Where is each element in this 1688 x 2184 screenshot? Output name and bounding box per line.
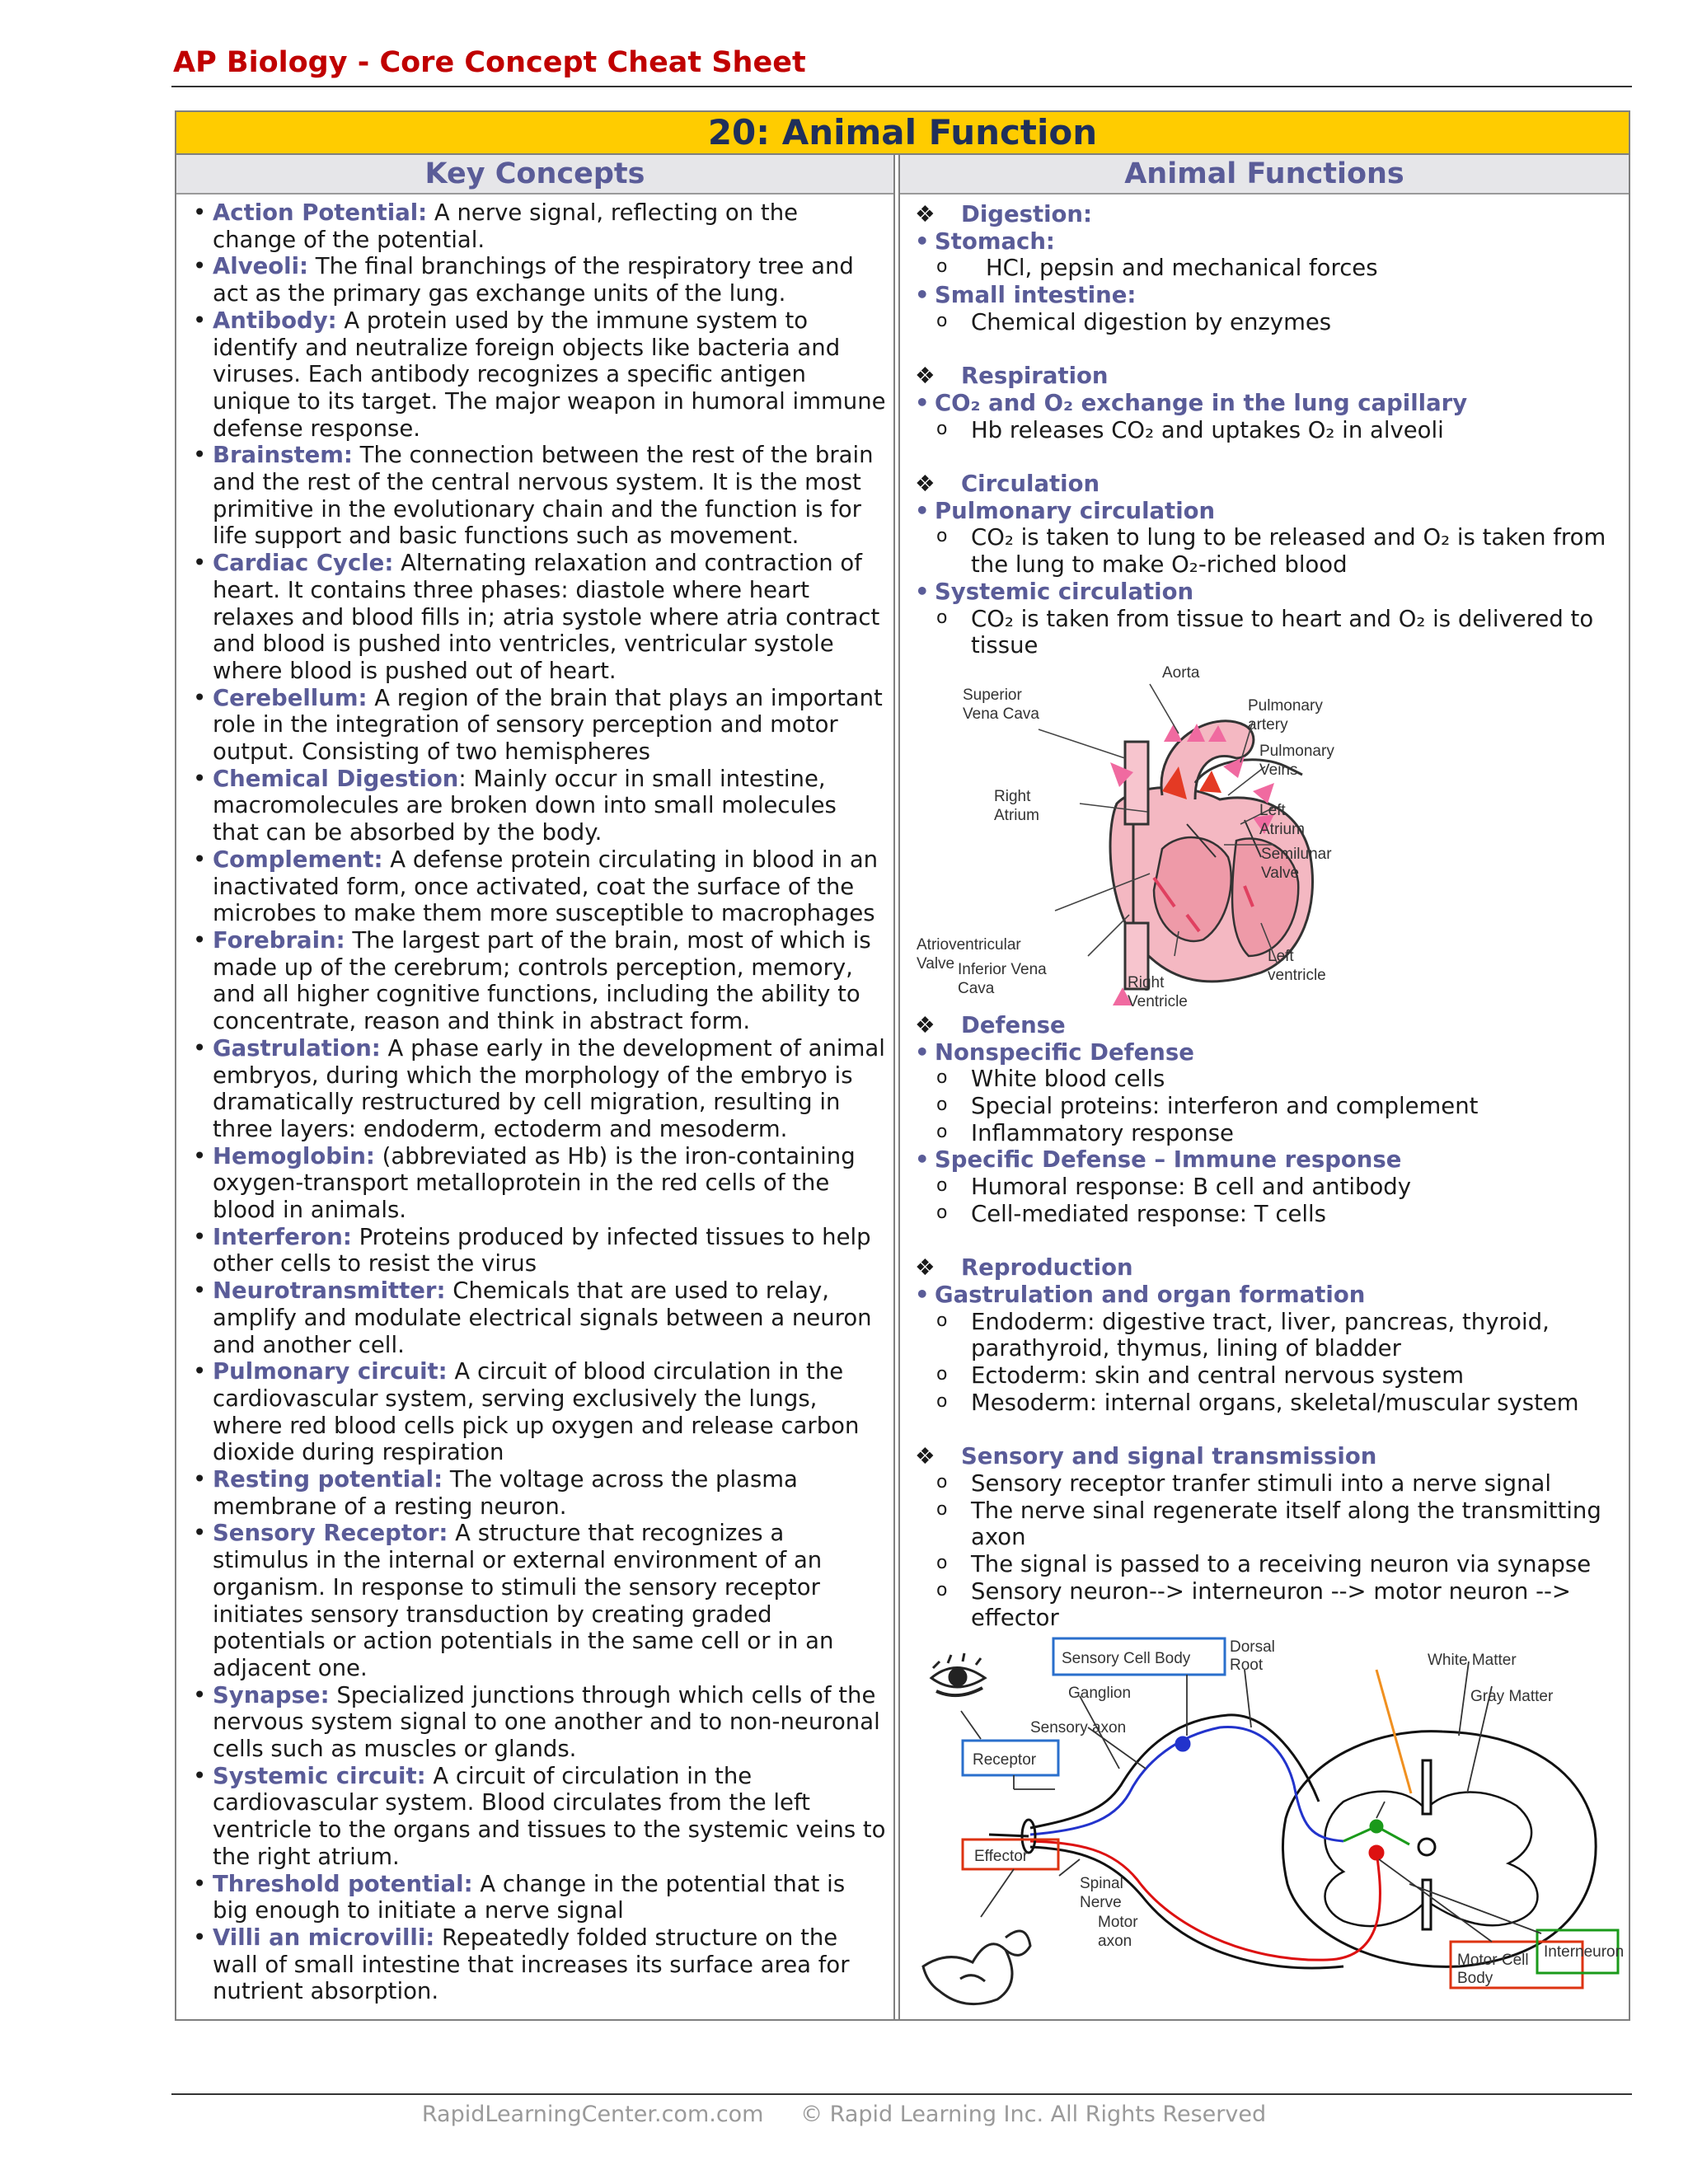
- concept-definition: A protein used by the immune system to identify and neutralize foreign objects like bacteria and viruses. Each antibody recognizes a specific antigen unique to its target. The major weapon in humoral immune defense response.: [213, 307, 886, 442]
- concept-definition: A circuit of circulation in the cardiovascular system. Blood circulates from the left ventricle to the organs and tissues to the systemic veins to the right atrium.: [213, 1762, 886, 1870]
- concept-item: [191, 1224, 887, 1277]
- concept-term: Neurotransmitter:: [213, 1277, 446, 1305]
- label-effector: Effector: [974, 1848, 1029, 1866]
- concept-definition: The largest part of the brain, most of which is made up of the cerebrum; controls perception, memory, and all higher cognitive functions, including the ability to concentrate, reason and think in abstract form.: [213, 926, 871, 1035]
- concept-item: [191, 199, 887, 253]
- intestine-point: o Chemical digestion by enzymes: [915, 309, 1620, 336]
- label-pulmonary-veins-2: Veins: [1259, 761, 1298, 779]
- label-motor-cell-body: Motor Cell: [1457, 1952, 1529, 1970]
- concept-definition: A nerve signal, reflecting on the change of the potential.: [213, 199, 799, 253]
- pulmonary-circulation-subheading: • Pulmonary circulation: [915, 498, 1620, 525]
- concept-term: Antibody:: [213, 307, 337, 334]
- label-left-ventricle-2: ventricle: [1268, 966, 1326, 984]
- gastrulation-subheading: • Gastrulation and organ formation: [915, 1282, 1620, 1309]
- concept-item: [191, 550, 887, 685]
- cheat-sheet-table: [175, 110, 1630, 2021]
- white-matter-pointer: [1376, 1670, 1411, 1793]
- label-right-atrium-2: Atrium: [994, 806, 1039, 824]
- concept-item: [191, 1924, 887, 2005]
- document-title: AP Biology - Core Concept Cheat Sheet: [173, 46, 806, 79]
- header-divider: [171, 86, 1632, 87]
- pulmonary-circulation-point: o CO₂ is taken to lung to be released and O₂ is taken from the lung to make O₂-riched blood: [915, 524, 1620, 578]
- label-semilunar-valve-2: Valve: [1261, 864, 1300, 882]
- footer-copyright: © Rapid Learning Inc. All Rights Reserved: [800, 2102, 1267, 2127]
- concept-item: [191, 1871, 887, 1924]
- concept-term: Action Potential:: [213, 199, 428, 226]
- nonspecific-defense-subheading: • Nonspecific Defense: [915, 1039, 1620, 1066]
- specific-point: o Cell-mediated response: T cells: [915, 1201, 1620, 1228]
- label-spinal-nerve-2: Nerve: [1080, 1894, 1122, 1912]
- germ-layer-point: o Endoderm: digestive tract, liver, pancreas, thyroid, parathyroid, thymus, lining of bladder: [915, 1309, 1620, 1362]
- concept-term: Resting potential:: [213, 1466, 443, 1493]
- label-atrioventricular-valve: Atrioventricular: [917, 935, 1021, 954]
- concept-definition: A region of the brain that plays an important role in the integration of sensory perception and motor output. Consisting of two hemispheres: [213, 684, 883, 766]
- concept-item: [191, 1358, 887, 1466]
- key-concepts-heading: Key Concepts: [176, 155, 893, 194]
- germ-layer-point: o Ectoderm: skin and central nervous system: [915, 1362, 1620, 1390]
- concept-term: Pulmonary circuit:: [213, 1358, 448, 1385]
- concept-item: [191, 307, 887, 443]
- concept-item: [191, 1466, 887, 1520]
- diamond-bullet-icon: ❖: [915, 1443, 935, 1470]
- concept-definition: (abbreviated as Hb) is the iron-containing oxygen-transport metalloprotein in the red cells of the blood in animals.: [213, 1142, 856, 1224]
- nonspecific-point: o White blood cells: [915, 1066, 1620, 1093]
- concept-term: Synapse:: [213, 1681, 330, 1708]
- label-pulmonary-veins: Pulmonary: [1259, 742, 1334, 760]
- concept-definition: A change in the potential that is big enough to initiate a nerve signal: [213, 1870, 846, 1924]
- flexed-arm-icon: [923, 1931, 1030, 2004]
- sensory-point: o The nerve sinal regenerate itself along the transmitting axon: [915, 1497, 1620, 1551]
- sensory-heading: ❖ Sensory and signal transmission: [915, 1443, 1377, 1470]
- label-pulmonary-artery-2: artery: [1248, 715, 1288, 733]
- germ-layer-point: o Mesoderm: internal organs, skeletal/muscular system: [915, 1390, 1620, 1417]
- concept-item: [191, 1763, 887, 1871]
- concept-term: Villi an microvilli:: [213, 1924, 435, 1951]
- diamond-bullet-icon: ❖: [915, 363, 935, 390]
- label-left-atrium-2: Atrium: [1259, 820, 1305, 838]
- label-aorta: Aorta: [1162, 663, 1200, 682]
- page-footer: [0, 2102, 1688, 2127]
- concept-item: [191, 927, 887, 1035]
- document-header: [173, 46, 1632, 79]
- concept-item: [191, 685, 887, 766]
- concept-item: [191, 846, 887, 927]
- label-gray-matter: Gray Matter: [1470, 1688, 1554, 1706]
- gas-exchange-point: o Hb releases CO₂ and uptakes O₂ in alveoli: [915, 417, 1620, 444]
- label-inferior-vena-cava-2: Cava: [958, 979, 995, 997]
- label-interneuron: Interneuron: [1544, 1943, 1624, 1961]
- stomach-subheading: • Stomach:: [915, 228, 1620, 255]
- concept-term: Chemical Digestion: [213, 765, 459, 792]
- reflex-labels: [973, 1638, 1624, 1987]
- digestion-heading: ❖ Digestion:: [915, 201, 1092, 227]
- animal-functions-heading: Animal Functions: [900, 155, 1629, 194]
- concept-definition: Alternating relaxation and contraction of heart. It contains three phases: diastole where heart relaxes and blood fills in; atria systole where atria contract and blood is pushed into ventricles, ventricular systole where blood is pushed out of heart.: [213, 550, 880, 684]
- label-left-atrium: Left: [1259, 801, 1286, 819]
- heart-diagram: [915, 659, 1624, 1055]
- label-semilunar-valve: Semilunar: [1261, 845, 1332, 863]
- concept-term: Threshold potential:: [213, 1870, 473, 1897]
- label-receptor: Receptor: [973, 1751, 1037, 1769]
- label-dorsal-root: Dorsal: [1230, 1638, 1275, 1657]
- label-left-ventricle: Left: [1268, 947, 1294, 965]
- concept-item: [191, 253, 887, 307]
- concept-definition: A structure that recognizes a stimulus in the internal or external environment of an organism. In response to stimuli the sensory receptor initiates sensory transduction by creating graded potentials or action potentials in the same cell or in an adjacent one.: [213, 1520, 834, 1681]
- diamond-bullet-icon: ❖: [915, 1254, 935, 1282]
- concept-definition: Proteins produced by infected tissues to help other cells to resist the virus: [213, 1223, 871, 1277]
- sensory-point: o The signal is passed to a receiving neuron via synapse: [915, 1551, 1620, 1578]
- section-title: 20: Animal Function: [176, 112, 1629, 155]
- label-spinal-nerve: Spinal: [1080, 1875, 1123, 1893]
- systemic-circulation-point: o CO₂ is taken from tissue to heart and O₂ is delivered to tissue: [915, 606, 1620, 659]
- reflex-leader-lines: [961, 1661, 1541, 1942]
- concept-definition: The voltage across the plasma membrane of a resting neuron.: [213, 1466, 798, 1520]
- sensory-point: o Sensory receptor tranfer stimuli into a nerve signal: [915, 1470, 1620, 1497]
- label-superior-vena-cava-2: Vena Cava: [963, 705, 1039, 723]
- label-motor-axon: Motor: [1098, 1914, 1138, 1932]
- nonspecific-point: o Special proteins: interferon and complement: [915, 1093, 1620, 1120]
- concept-item: [191, 1035, 887, 1143]
- concept-term: Sensory Receptor:: [213, 1520, 448, 1547]
- diamond-bullet-icon: ❖: [915, 1011, 935, 1038]
- eye-icon: [931, 1653, 985, 1695]
- concept-term: Cardiac Cycle:: [213, 550, 394, 577]
- label-right-ventricle-2: Ventricle: [1128, 992, 1188, 1010]
- diamond-bullet-icon: ❖: [915, 201, 935, 227]
- concept-item: [191, 442, 887, 550]
- interneuron-path: [1343, 1821, 1409, 1844]
- concept-term: Forebrain:: [213, 926, 345, 954]
- concept-item: [191, 1277, 887, 1358]
- animal-functions-column: [898, 155, 1629, 2019]
- label-atrioventricular-valve-2: Valve: [917, 954, 955, 972]
- reflex-arc-diagram: [915, 1637, 1624, 2016]
- defense-heading: ❖ Defense: [915, 1011, 1066, 1038]
- label-superior-vena-cava: Superior: [963, 686, 1022, 704]
- respiration-heading: ❖ Respiration: [915, 363, 1109, 390]
- concept-definition: : Mainly occur in small intestine, macromolecules are broken down into small molecules that can be absorbed by the body.: [213, 765, 837, 846]
- concept-term: Cerebellum:: [213, 684, 368, 711]
- label-motor-cell-body-2: Body: [1457, 1970, 1493, 1988]
- label-right-atrium: Right: [994, 787, 1031, 805]
- systemic-circulation-subheading: • Systemic circulation: [915, 579, 1620, 606]
- key-concepts-column: [176, 155, 895, 2019]
- specific-point: o Humoral response: B cell and antibody: [915, 1174, 1620, 1201]
- concept-item: [191, 1143, 887, 1224]
- label-sensory-axon: Sensory axon: [1030, 1719, 1127, 1737]
- intestine-subheading: • Small intestine:: [915, 282, 1620, 309]
- label-sensory-cell-body: Sensory Cell Body: [1062, 1650, 1191, 1668]
- concept-term: Alveoli:: [213, 253, 309, 280]
- gas-exchange-subheading: • CO₂ and O₂ exchange in the lung capillary: [915, 390, 1620, 417]
- label-motor-axon-2: axon: [1098, 1933, 1132, 1951]
- concept-item: [191, 766, 887, 846]
- concept-definition: Repeatedly folded structure on the wall of small intestine that increases its surface area for nutrient absorption.: [213, 1924, 850, 2005]
- concept-term: Brainstem:: [213, 442, 353, 469]
- label-pulmonary-artery: Pulmonary: [1248, 696, 1323, 715]
- concept-term: Complement:: [213, 846, 383, 873]
- concept-item: [191, 1682, 887, 1763]
- specific-defense-subheading: • Specific Defense – Immune response: [915, 1146, 1620, 1174]
- concept-definition: Specialized junctions through which cells of the nervous system signal to one another and to non-neuronal cells such as muscles or glands.: [213, 1681, 880, 1763]
- reproduction-heading: ❖ Reproduction: [915, 1254, 1133, 1282]
- label-ganglion: Ganglion: [1068, 1685, 1132, 1703]
- label-right-ventricle: Right: [1128, 973, 1165, 991]
- label-dorsal-root-2: Root: [1230, 1657, 1264, 1675]
- concept-list: [191, 199, 887, 2005]
- spinal-cord-cross-section: [1282, 1732, 1596, 1970]
- concept-definition: The connection between the rest of the brain and the rest of the central nervous system. It is the most primitive in the evolutionary chain and the function is for life support and basic functions such as movement.: [213, 442, 874, 550]
- concept-term: Gastrulation:: [213, 1034, 381, 1062]
- sensory-neuron-path: [1030, 1727, 1343, 1841]
- concept-definition: A circuit of blood circulation in the cardiovascular system, serving exclusively the lungs, where red blood cells pick up oxygen and release carbon dioxide during respiration: [213, 1358, 860, 1466]
- functions-content: [900, 194, 1629, 2016]
- footer-divider: [171, 2093, 1632, 2095]
- spinal-nerve-outline: [1030, 1715, 1343, 1968]
- concept-term: Hemoglobin:: [213, 1142, 375, 1169]
- circulation-heading: ❖ Circulation: [915, 471, 1100, 497]
- footer-site: RapidLearningCenter.com.com: [421, 2102, 764, 2127]
- diamond-bullet-icon: ❖: [915, 471, 935, 497]
- concept-term: Systemic circuit:: [213, 1762, 426, 1789]
- concept-definition: The final branchings of the respiratory tree and act as the primary gas exchange units of the lung.: [213, 253, 854, 307]
- concept-term: Interferon:: [213, 1223, 352, 1250]
- concept-definition: A defense protein circulating in blood in an inactivated form, once activated, coat the surface of the microbes to make them more susceptible to macrophages: [213, 846, 879, 927]
- sensory-point: o Sensory neuron--> interneuron --> motor neuron --> effector: [915, 1578, 1620, 1632]
- label-inferior-vena-cava: Inferior Vena: [958, 960, 1047, 978]
- concept-item: [191, 1520, 887, 1681]
- label-white-matter: White Matter: [1428, 1652, 1517, 1670]
- stomach-point: o HCl, pepsin and mechanical forces: [915, 255, 1620, 282]
- concept-definition: Chemicals that are used to relay, amplify and modulate electrical signals between a neuron and another cell.: [213, 1277, 872, 1358]
- concept-definition: A phase early in the development of animal embryos, during which the morphology of the embryo is dramatically restructured by cell migration, resulting in three layers: endoderm, ectoderm and mesoderm.: [213, 1034, 885, 1142]
- nonspecific-point: o Inflammatory response: [915, 1120, 1620, 1147]
